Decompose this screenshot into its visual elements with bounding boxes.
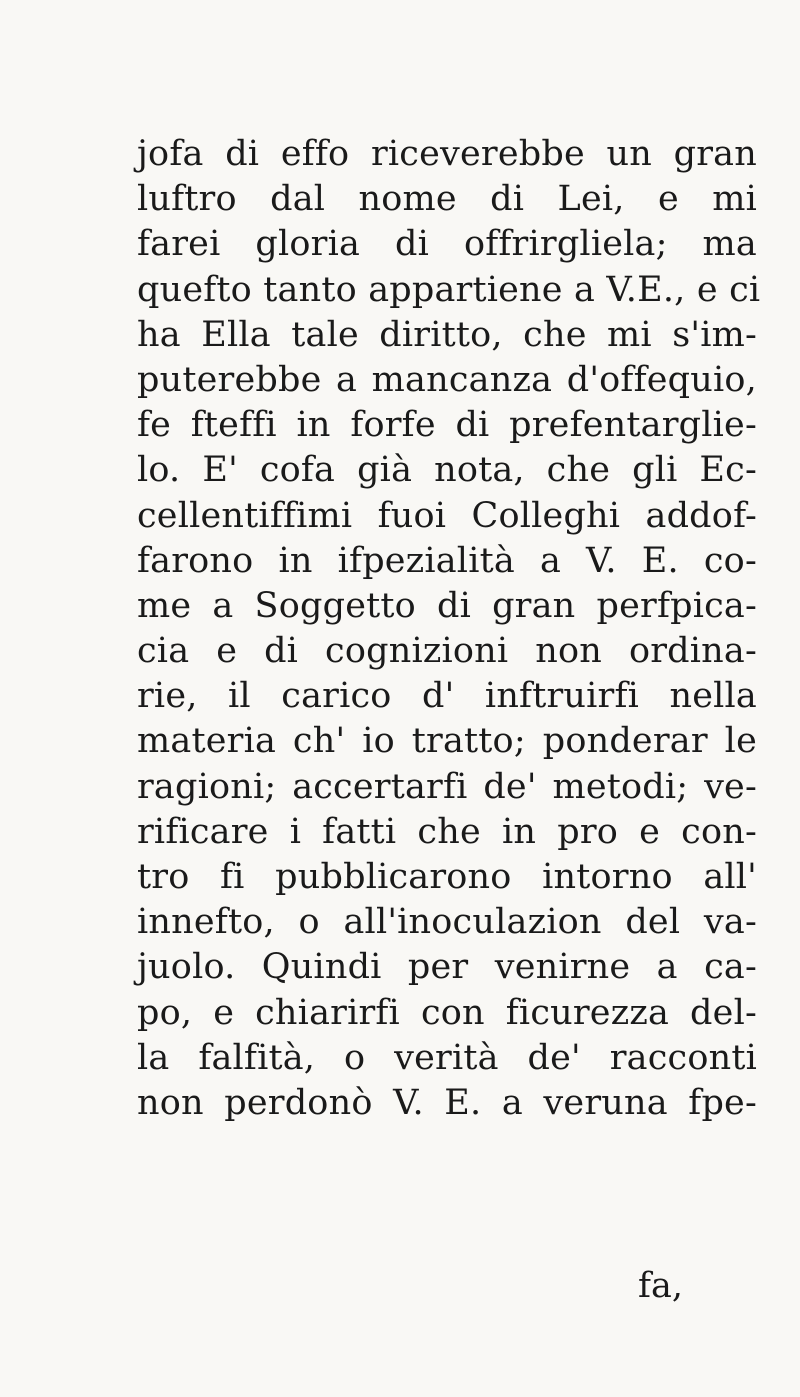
text-line-21: la falfità, o verità de' racconti: [137, 1037, 757, 1078]
text-line-7: fe fteffi in forfe di prefentarglie-: [137, 405, 757, 446]
text-line-1: jofa di effo riceverebbe un gran: [137, 134, 757, 174]
text-line-12: cia e di cognizioni non ordina-: [137, 631, 757, 672]
text-line-20: po, e chiarirfi con ficurezza del-: [137, 992, 757, 1033]
text-line-2: luftro dal nome di Lei, e mi: [137, 179, 757, 220]
text-line-14: materia ch' io tratto; ponderar le: [137, 721, 757, 762]
text-line-16: rificare i fatti che in pro e con-: [137, 811, 757, 852]
text-line-9: cellentiffimi fuoi Colleghi addof-: [137, 495, 757, 536]
text-line-22: non perdonò V. E. a veruna fpe-: [137, 1082, 757, 1123]
text-line-10: farono in ifpezialità a V. E. co-: [137, 540, 757, 581]
text-line-5: ha Ella tale diritto, che mi s'im-: [137, 314, 757, 355]
text-line-13: rie, il carico d' inftruirfi nella: [137, 676, 757, 717]
text-line-8: lo. E' cofa già nota, che gli Ec-: [137, 450, 757, 491]
text-line-6: puterebbe a mancanza d'offequio,: [137, 359, 757, 400]
text-line-19: juolo. Quindi per venirne a ca-: [137, 947, 757, 988]
text-line-18: innefto, o all'inoculazion del va-: [137, 902, 757, 943]
text-line-4: quefto tanto appartiene a V.E., e ci: [137, 269, 761, 310]
text-line-15: ragioni; accertarfi de' metodi; ve-: [137, 766, 757, 807]
text-line-3: farei gloria di offrirgliela; ma: [137, 224, 757, 265]
text-line-11: me a Soggetto di gran perfpica-: [137, 585, 757, 626]
text-line-17: tro fi pubblicarono intorno all': [137, 857, 757, 897]
catchword: fa,: [638, 1266, 683, 1306]
body-text: [137, 132, 761, 1126]
